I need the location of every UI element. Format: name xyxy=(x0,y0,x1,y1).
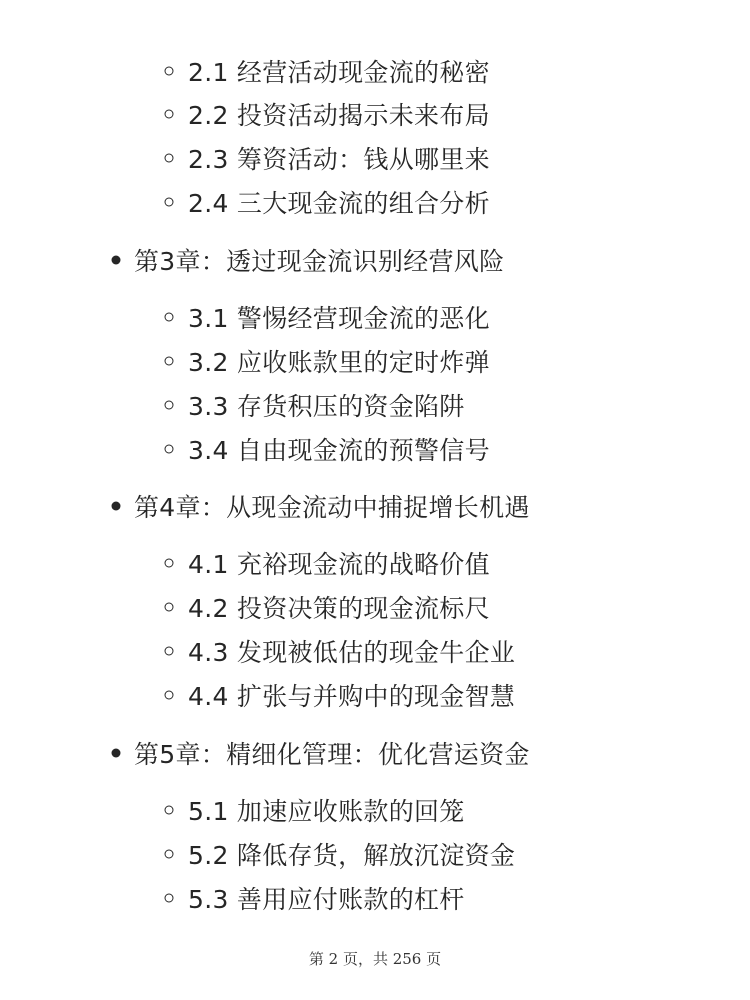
list-item-text: 2.4 三大现金流的组合分析 xyxy=(188,189,490,218)
hollow-circle-bullet-icon xyxy=(165,198,174,207)
page-number-footer: 第 2 页，共 256 页 xyxy=(308,950,442,968)
list-item-text: 2.1 经营活动现金流的秘密 xyxy=(188,58,490,87)
hollow-circle-bullet-icon xyxy=(165,357,174,366)
chapter-heading: 第4章：从现金流动中捕捉增长机遇 xyxy=(134,493,530,522)
chapter-heading: 第3章：透过现金流识别经营风险 xyxy=(134,247,505,276)
hollow-circle-bullet-icon xyxy=(165,67,174,76)
list-item-text: 4.4 扩张与并购中的现金智慧 xyxy=(188,682,516,711)
hollow-circle-bullet-icon xyxy=(165,806,174,815)
hollow-circle-bullet-icon xyxy=(165,691,174,700)
list-item-text: 3.3 存货积压的资金陷阱 xyxy=(188,392,465,421)
hollow-circle-bullet-icon xyxy=(165,313,174,322)
hollow-circle-bullet-icon xyxy=(165,110,174,119)
list-item-text: 5.2 降低存货，解放沉淀资金 xyxy=(188,841,516,870)
disc-bullet-icon xyxy=(112,502,121,511)
hollow-circle-bullet-icon xyxy=(165,647,174,656)
chapter-heading: 第5章：精细化管理：优化营运资金 xyxy=(134,740,530,769)
list-item-text: 3.2 应收账款里的定时炸弹 xyxy=(188,348,490,377)
hollow-circle-bullet-icon xyxy=(165,401,174,410)
list-item-text: 3.1 警惕经营现金流的恶化 xyxy=(188,304,490,333)
disc-bullet-icon xyxy=(112,256,121,265)
hollow-circle-bullet-icon xyxy=(165,445,174,454)
list-item-text: 4.2 投资决策的现金流标尺 xyxy=(188,594,490,623)
hollow-circle-bullet-icon xyxy=(165,154,174,163)
list-item-text: 5.1 加速应收账款的回笼 xyxy=(188,797,465,826)
disc-bullet-icon xyxy=(112,749,121,758)
list-item-text: 4.1 充裕现金流的战略价值 xyxy=(188,550,490,579)
list-item-text: 5.3 善用应付账款的杠杆 xyxy=(188,885,465,914)
hollow-circle-bullet-icon xyxy=(165,559,174,568)
hollow-circle-bullet-icon xyxy=(165,603,174,612)
hollow-circle-bullet-icon xyxy=(165,894,174,903)
list-item-text: 2.2 投资活动揭示未来布局 xyxy=(188,101,490,130)
list-item-text: 2.3 筹资活动：钱从哪里来 xyxy=(188,145,490,174)
list-item-text: 4.3 发现被低估的现金牛企业 xyxy=(188,638,516,667)
hollow-circle-bullet-icon xyxy=(165,850,174,859)
list-item-text: 3.4 自由现金流的预警信号 xyxy=(188,436,490,465)
